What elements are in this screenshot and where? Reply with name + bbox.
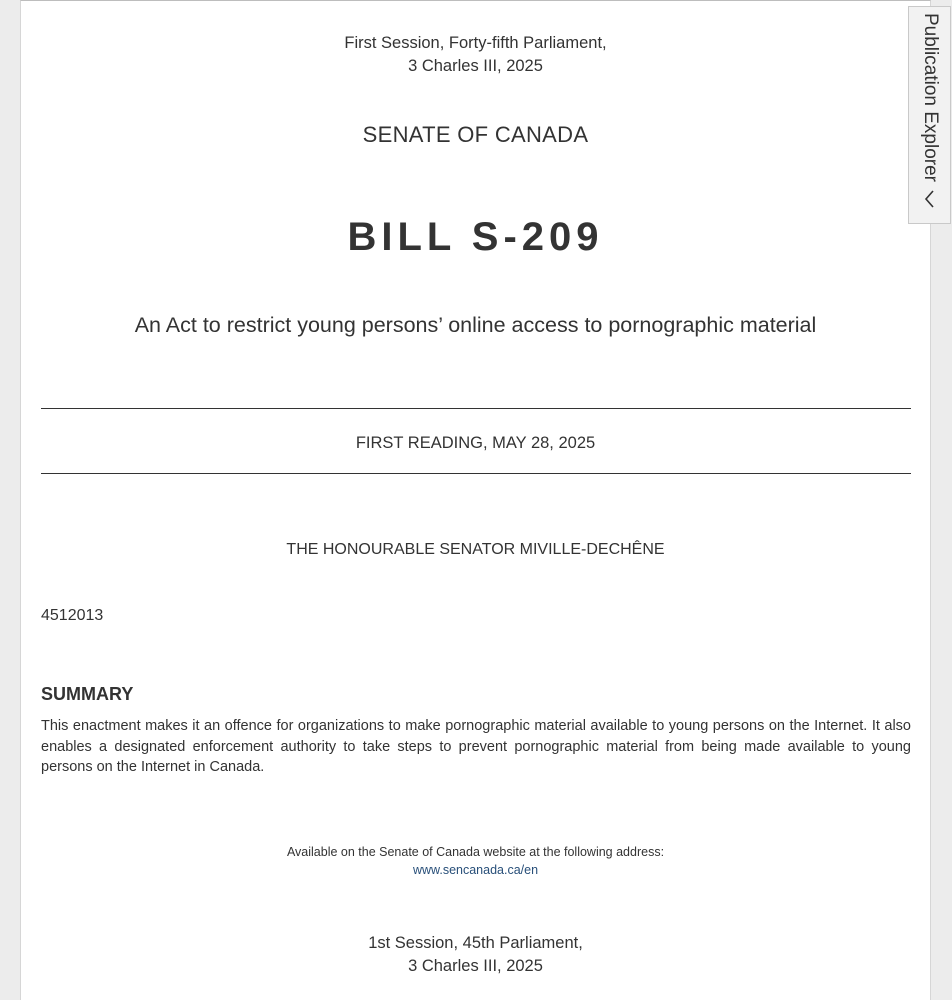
chamber-name: SENATE OF CANADA xyxy=(362,122,589,147)
session-line-2: 3 Charles III, 2025 xyxy=(408,57,543,75)
publication-explorer-label: Publication Explorer xyxy=(920,13,941,182)
reading-date: FIRST READING, MAY 28, 2025 xyxy=(355,434,596,452)
summary-text: This enactment makes it an offence for organizations to make pornographic material available to young persons on the Internet. It also enables a designated enforcement authority to take steps to prevent pornographic material from being made available to young persons on the Internet in Canada. xyxy=(41,718,911,775)
senate-website-link[interactable]: www.sencanada.ca/en xyxy=(412,863,539,877)
sponsor: THE HONOURABLE SENATOR MIVILLE-DECHÊNE xyxy=(286,541,665,558)
availability-text: Available on the Senate of Canada website at the following address: xyxy=(286,845,665,859)
divider-top xyxy=(41,408,911,409)
chevron-left-icon xyxy=(922,189,938,209)
bill-title: BILL S-209 xyxy=(347,215,604,259)
availability-notice xyxy=(21,843,930,879)
act-title: An Act to restrict young persons’ online access to pornographic material xyxy=(134,313,817,337)
bill-number: 4512013 xyxy=(41,607,104,624)
divider-bottom xyxy=(41,473,911,474)
publication-explorer-toggle[interactable] xyxy=(908,6,951,224)
session-header xyxy=(21,32,930,78)
footer-session-line-2: 3 Charles III, 2025 xyxy=(408,957,543,975)
session-footer xyxy=(21,932,930,978)
session-line-1: First Session, Forty-fifth Parliament, xyxy=(344,34,607,52)
summary-heading: SUMMARY xyxy=(41,684,134,704)
footer-session-line-1: 1st Session, 45th Parliament, xyxy=(368,934,583,952)
document-page xyxy=(20,0,931,1000)
